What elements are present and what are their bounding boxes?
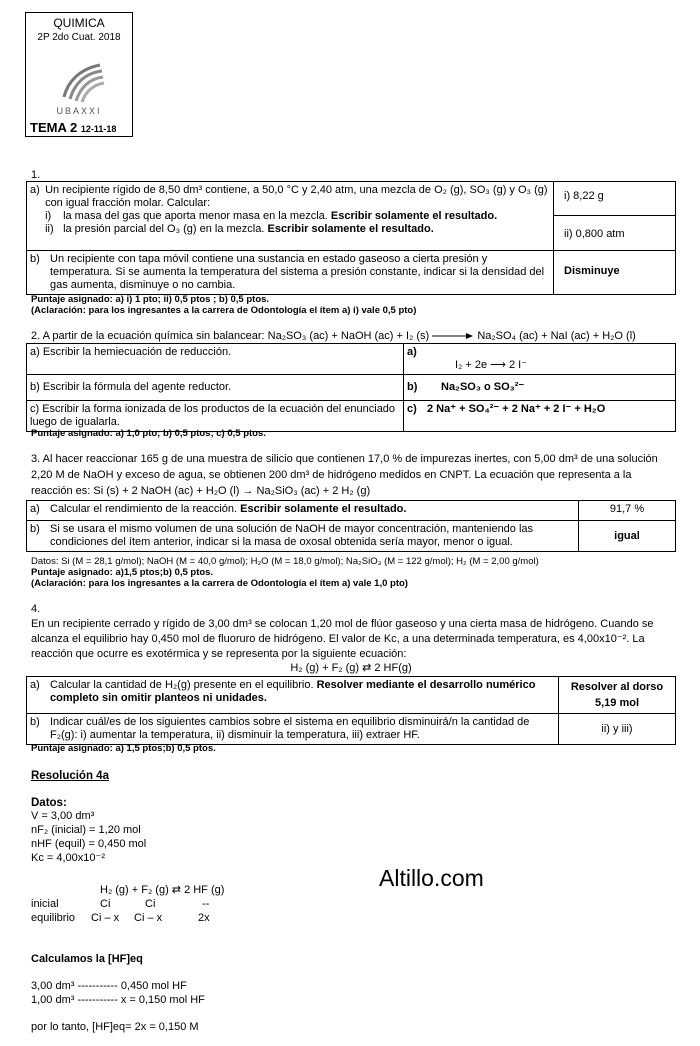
q2-score: Puntaje asignado: a) 1,0 pto; b) 0,5 ptos; c) 0,5 ptos. bbox=[31, 428, 266, 439]
q2-prompt bbox=[31, 330, 681, 343]
reaction-arrow-icon bbox=[432, 332, 474, 340]
header-box bbox=[25, 12, 133, 137]
q1-b-text: Un recipiente con tapa móvil contiene una sustancia en estado gaseoso a cierta presión y temperatura. Si se aumenta la temperatura del sistema a presión constante, indicar si la densidad del gas aumenta, disminuye o no cambia. bbox=[50, 253, 545, 291]
exam-date: 12-11-18 bbox=[80, 124, 117, 134]
resolution-d1: V = 3,00 dm³ bbox=[31, 810, 95, 822]
calc-line-3: por lo tanto, [HF]eq= 2x = 0,150 M bbox=[31, 1021, 199, 1033]
q1-a-i-text: la masa del gas que aporta menor masa en la mezcla. bbox=[63, 210, 328, 222]
calc-line-2: 1,00 dm³ ----------- x = 0,150 mol HF bbox=[31, 994, 205, 1006]
q3-a-cell bbox=[27, 501, 579, 521]
q2-a-answer: I₂ + 2e ⟶ 2 I⁻ bbox=[455, 359, 528, 371]
term-label: 2P 2do Cuat. 2018 bbox=[37, 32, 121, 43]
q4-number: 4. bbox=[31, 603, 41, 615]
q2-c-answer-cell bbox=[404, 401, 676, 432]
q1-a-answers bbox=[554, 182, 676, 251]
q1-score: Puntaje asignado: a) i) 1 pto; ii) 0,5 ptos ; b) 0,5 ptos. bbox=[31, 294, 270, 305]
ice-row-initial-a: Ci bbox=[100, 898, 111, 910]
q3-score: Puntaje asignado: a)1,5 ptos;b) 0,5 ptos. bbox=[31, 567, 214, 578]
q4-a-label: a) bbox=[30, 679, 40, 691]
resolution-title: Resolución 4a bbox=[31, 770, 109, 782]
ice-row-eq-label: equilibrio bbox=[31, 912, 76, 924]
q1-a-label: a) bbox=[30, 184, 40, 196]
q4-b-label: b) bbox=[30, 716, 40, 728]
q1-table bbox=[26, 181, 676, 295]
q3-prompt: 3. Al hacer reaccionar 165 g de una muestra de silicio que contienen 17,0 % de impurezas inertes, con 5,00 dm³ de una solución 2,20 M de NaOH y exceso de agua, se obtienen 200 dm³ de hidrógeno medidos en CNPT. La ecuación que representa a la reacción es: Si (s) + 2 NaOH (ac) + H₂O (l) → Na₂SiO₃ (ac) + 2 H₂ (g) bbox=[31, 453, 658, 497]
subject-title: QUIMICA bbox=[53, 16, 105, 30]
q3-b-cell bbox=[27, 521, 579, 552]
q4-equation: H₂ (g) + F₂ (g) ⇄ 2 HF(g) bbox=[290, 662, 412, 674]
q1-number: 1. bbox=[31, 169, 41, 181]
ice-row-eq-a: Ci – x bbox=[91, 912, 120, 924]
q1-a-ii-label: ii) bbox=[45, 223, 54, 235]
q2-b-answer: Na₂SO₃ o SO₃²⁻ bbox=[441, 381, 525, 393]
calc-line-1: 3,00 dm³ ----------- 0,450 mol HF bbox=[31, 980, 187, 992]
brand-watermark: Altillo.com bbox=[379, 865, 484, 891]
resolution-data-title: Datos: bbox=[31, 797, 67, 809]
ice-row-eq-c: 2x bbox=[198, 912, 210, 924]
q2-table bbox=[26, 343, 676, 432]
q3-a-text: Calcular el rendimiento de la reacción. bbox=[50, 503, 238, 515]
q4-score: Puntaje asignado: a) 1,5 ptos;b) 0,5 ptos. bbox=[31, 743, 216, 754]
tema-label bbox=[30, 121, 116, 136]
q3-a-bold: Escribir solamente el resultado. bbox=[240, 503, 407, 515]
q2-b-label: b) bbox=[407, 381, 418, 393]
q2-c-label: c) bbox=[407, 403, 417, 415]
q4-table bbox=[26, 676, 676, 745]
q1-b-cell bbox=[27, 251, 554, 295]
q2-a-label: a) bbox=[407, 346, 417, 358]
q3-b-label: b) bbox=[30, 523, 40, 535]
ice-row-initial-b: Ci bbox=[145, 898, 156, 910]
q1-a-ii-text: la presión parcial del O₃ (g) en la mezcla. bbox=[63, 223, 265, 235]
q3-a-answer: 91,7 % bbox=[579, 501, 676, 521]
q3-b-answer: igual bbox=[579, 521, 676, 552]
ice-row-initial-label: inicial bbox=[31, 898, 59, 910]
q4-b-text: Indicar cuál/es de los siguientes cambios sobre el sistema en equilibrio disminuirá/n la cantidad de F₂(g): i) aumentar la temperatura, ii) disminuir la temperatura, iii) extraer HF. bbox=[50, 716, 530, 741]
ice-row-initial-c: -- bbox=[202, 898, 210, 910]
resolution-d4: Kc = 4,00x10⁻² bbox=[31, 852, 105, 864]
q1-a-i-label: i) bbox=[45, 210, 52, 222]
ice-row-eq-b: Ci – x bbox=[134, 912, 163, 924]
q4-a-answer-cell bbox=[559, 677, 676, 714]
q1-answer-ii: ii) 0,800 atm bbox=[564, 228, 625, 240]
q1-a-text: Un recipiente rígido de 8,50 dm³ contiene, a 50,0 °C y 2,40 atm, una mezcla de O₂ (g), SO₃ (g) y O₃ (g) con igual fracción molar. Calcular: bbox=[45, 184, 548, 209]
q4-a-bold: Resolver mediante el desarrollo numérico completo sin omitir planteos ni unidades. bbox=[50, 679, 536, 704]
q2-prompt-rhs: Na₂SO₄ (ac) + NaI (ac) + H₂O (l) bbox=[477, 330, 636, 342]
resolution-equation: H₂ (g) + F₂ (g) ⇄ 2 HF (g) bbox=[100, 884, 225, 896]
q2-c-text: c) Escribir la forma ionizada de los productos de la ecuación del enunciado luego de igualarla. bbox=[27, 401, 404, 432]
q3-a-label: a) bbox=[30, 503, 40, 515]
q4-a-text: Calcular la cantidad de H₂(g) presente en el equilibrio. bbox=[50, 679, 314, 691]
calc-title: Calculamos la [HF]eq bbox=[31, 953, 143, 965]
q1-answer-b: Disminuye bbox=[554, 251, 676, 295]
q4-a-answer: 5,19 mol bbox=[594, 697, 640, 709]
q1-a-i-bold: Escribir solamente el resultado. bbox=[330, 210, 498, 222]
q2-prompt-lhs: 2. A partir de la ecuación química sin balancear: Na₂SO₃ (ac) + NaOH (ac) + I₂ (s) bbox=[31, 330, 430, 342]
q3-clarification: (Aclaración: para los ingresantes a la carrera de Odontología el ítem a) vale 1,0 pto) bbox=[31, 578, 408, 589]
q2-c-answer: 2 Na⁺ + SO₄²⁻ + 2 Na⁺ + 2 I⁻ + H₂O bbox=[427, 403, 606, 415]
q3-data: Datos: Si (M = 28,1 g/mol); NaOH (M = 40,0 g/mol); H₂O (M = 18,0 g/mol); Na₂SiO₃ (M = 122 g/mol); H₂ (M = 2,00 g/mol) bbox=[31, 556, 539, 567]
q4-prompt: En un recipiente cerrado y rígido de 3,00 dm³ se colocan 1,20 mol de flúor gaseoso y una cierta masa de hidrógeno. Cuando se alcanza el equilibrio hay 0,450 mol de fluoruro de hidrógeno. El valor de Kc, a una determinada temperatura, es 4,00x10⁻². La reacción que ocurre es exotérmica y se representa por la siguiente ecuación: bbox=[31, 618, 654, 660]
q2-a-text: a) Escribir la hemiecuación de reducción. bbox=[27, 344, 404, 375]
q1-clarification: (Aclaración: para los ingresantes a la carrera de Odontología el ítem a) i) vale 0,5 pto) bbox=[31, 305, 417, 316]
q2-b-answer-cell bbox=[404, 375, 676, 401]
q3-b-text: Si se usara el mismo volumen de una solución de NaOH de mayor concentración, manteniendo las condiciones del ítem anterior, indicar si la masa de oxosal obtenida sería mayor, menor o igual. bbox=[50, 523, 534, 548]
q1-a-ii-bold: Escribir solamente el resultado. bbox=[267, 223, 434, 235]
q1-b-label: b) bbox=[30, 253, 40, 265]
q2-b-text: b) Escribir la fórmula del agente reductor. bbox=[27, 375, 404, 401]
tema-number: TEMA 2 bbox=[30, 120, 78, 135]
resolution-d2: nF₂ (inicial) = 1,20 mol bbox=[31, 824, 141, 836]
q4-a-answer-note: Resolver al dorso bbox=[570, 681, 664, 693]
q1-answer-i: i) 8,22 g bbox=[554, 182, 675, 216]
q3-table bbox=[26, 500, 676, 552]
q4-b-answer: ii) y iii) bbox=[559, 714, 676, 745]
q4-a-cell bbox=[27, 677, 559, 714]
logo-text: UBAXXI bbox=[56, 106, 102, 116]
q2-a-answer-cell bbox=[404, 344, 676, 375]
uba-logo-icon bbox=[56, 61, 106, 103]
resolution-d3: nHF (equil) = 0,450 mol bbox=[31, 838, 147, 850]
q4-b-cell bbox=[27, 714, 559, 745]
q1-a-cell bbox=[27, 182, 554, 251]
